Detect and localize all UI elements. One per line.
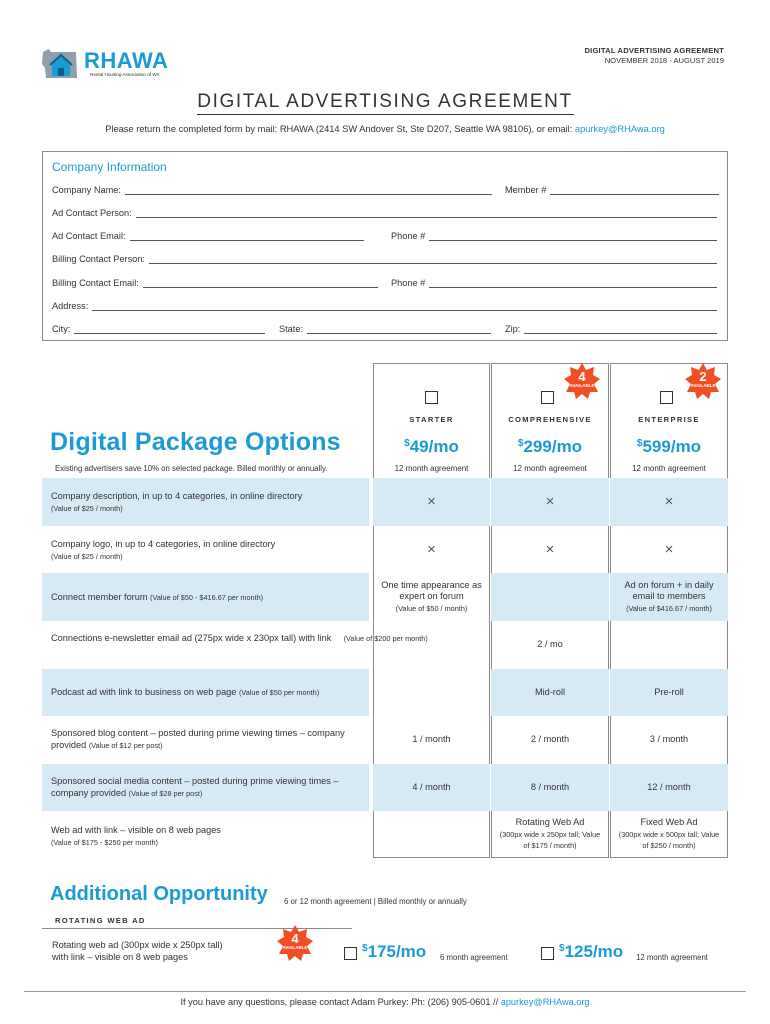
currency-symbol: $ (404, 438, 410, 449)
ad-contact-phone-field[interactable] (391, 231, 717, 241)
city-label: City: (52, 324, 71, 334)
billing-contact-person-label: Billing Contact Person: (52, 254, 145, 264)
term-comprehensive: 12 month agreement (513, 464, 587, 473)
package-options-subheading: Existing advertisers save 10% on selected package. Billed monthly or annually. (55, 464, 328, 473)
feature-label (51, 591, 263, 604)
instructions-email-link[interactable]: apurkey@RHAwa.org (574, 124, 665, 134)
zip-input[interactable] (524, 325, 717, 334)
page-title: DIGITAL ADVERTISING AGREEMENT (197, 91, 573, 112)
billing-contact-email-label: Billing Contact Email: (52, 278, 139, 288)
tier-name-starter: STARTER (409, 415, 454, 424)
billing-contact-email-input[interactable] (143, 279, 378, 288)
ad-contact-email-input[interactable] (130, 232, 364, 241)
x-mark-icon: × (664, 540, 674, 558)
enterprise-cell (610, 526, 728, 573)
document-label (584, 46, 724, 66)
feature-value: (Value of $50 - $416.67 per month) (150, 593, 264, 602)
address-input[interactable] (92, 302, 717, 311)
footer-email-link[interactable]: apurkey@RHAwa.org (500, 997, 590, 1007)
phone-label: Phone # (391, 231, 426, 241)
feature-text: Company logo, in up to 4 categories, in online directory (51, 539, 276, 549)
instructions-text: Please return the completed form by mail: RHAWA (2414 SW Andover St, Ste D207, Seattle WA 98106), or email: (105, 124, 575, 134)
desc-line-1: Rotating web ad (300px wide x 250px tall) (52, 940, 223, 950)
company-name-field[interactable] (52, 185, 492, 195)
starter-cell (373, 716, 490, 764)
rhawa-logo (40, 44, 180, 84)
x-mark-icon: × (427, 540, 436, 558)
starter-checkbox[interactable] (425, 391, 438, 404)
table-row (42, 478, 728, 526)
state-input[interactable] (307, 325, 491, 334)
additional-opportunity-heading: Additional Opportunity (50, 883, 268, 905)
feature-value: (Value of $25 / month) (51, 504, 123, 513)
comprehensive-cell (491, 669, 609, 716)
enterprise-cell (610, 716, 728, 764)
cell-text: 3 / month (649, 734, 689, 745)
table-row (42, 716, 728, 764)
term-enterprise: 12 month agreement (632, 464, 706, 473)
twelve-month-option-term: 12 month agreement (636, 953, 708, 962)
x-mark-icon: × (664, 493, 674, 511)
badge-count: 2 (699, 369, 707, 384)
badge-count: 4 (291, 931, 299, 946)
badge-label: AVAILABLE (282, 945, 308, 950)
x-mark-icon: × (427, 493, 436, 511)
cell-shade (491, 573, 609, 621)
table-row (42, 811, 728, 858)
price-comprehensive (491, 437, 609, 457)
badge-label: AVAILABLE (569, 383, 595, 388)
cell-text: Rotating Web Ad (515, 817, 585, 828)
feature-label (51, 686, 319, 699)
price-amount: 49 (409, 437, 429, 456)
footer-divider (24, 991, 746, 992)
ad-contact-person-input[interactable] (136, 209, 717, 218)
billing-contact-email-field[interactable] (52, 278, 378, 288)
currency-symbol: $ (636, 438, 643, 449)
address-label: Address: (52, 301, 89, 311)
tier-name-enterprise: ENTERPRISE (638, 415, 700, 424)
table-row (42, 669, 728, 716)
doc-label: DIGITAL ADVERTISING AGREEMENT (584, 46, 724, 55)
comprehensive-cell (491, 764, 609, 811)
cell-value: (300px wide x 500px tall; Value of $250 / month) (618, 829, 720, 851)
feature-value: (Value of $50 per month) (238, 688, 320, 697)
state-label: State: (279, 324, 304, 334)
price-starter (373, 437, 490, 457)
member-number-field[interactable] (505, 185, 719, 195)
price-amount: 175 (367, 942, 396, 961)
state-field[interactable] (279, 324, 491, 334)
cell-text: 2 / month (530, 734, 570, 745)
company-name-input[interactable] (125, 186, 492, 195)
zip-label: Zip: (505, 324, 521, 334)
enterprise-cell (610, 811, 728, 858)
company-information-section (42, 151, 728, 341)
enterprise-checkbox[interactable] (660, 391, 673, 404)
company-name-label: Company Name: (52, 185, 121, 195)
price-period: /mo (428, 437, 459, 456)
currency-symbol: $ (517, 438, 524, 449)
enterprise-availability-badge (684, 362, 722, 400)
cell-value: (300px wide x 250px tall; Value of $175 / month) (499, 829, 601, 851)
cell-text: 12 / month (647, 781, 691, 792)
billing-contact-phone-input[interactable] (429, 279, 717, 288)
comprehensive-checkbox[interactable] (541, 391, 554, 404)
comprehensive-cell (491, 621, 609, 669)
price-period: /mo (592, 942, 624, 961)
zip-field[interactable] (505, 324, 717, 334)
feature-value: (Value of $175 - $250 per month) (51, 838, 158, 847)
additional-opportunity-note: 6 or 12 month agreement | Billed monthly or annually (284, 897, 467, 906)
cell-text: 1 / month (412, 734, 451, 745)
feature-value: (Value of $200 per month) (343, 634, 428, 643)
rotating-web-ad-heading: ROTATING WEB AD (55, 916, 146, 925)
twelve-month-option-price (559, 942, 623, 962)
six-month-option-price (362, 942, 426, 962)
feature-value: (Value of $12 per post) (88, 741, 163, 750)
x-mark-icon: × (545, 493, 555, 511)
comprehensive-cell (491, 478, 609, 526)
cell-text: One time appearance as expert on forum (381, 579, 482, 602)
six-month-option-term: 6 month agreement (440, 953, 508, 962)
cell-value: (Value of $416.67 / month) (626, 603, 712, 613)
rotating-web-ad-description (52, 939, 223, 963)
feature-value: (Value of $25 / month) (51, 552, 123, 561)
cell-text: Pre-roll (654, 686, 684, 697)
cell-text: Mid-roll (534, 686, 566, 697)
price-enterprise (610, 437, 728, 457)
feature-text: Podcast ad with link to business on web page (51, 687, 237, 697)
feature-text: Company description, in up to 4 categories, in online directory (51, 491, 303, 501)
additional-availability-badge (276, 924, 314, 962)
starter-cell (373, 526, 490, 573)
cell-text: 4 / month (412, 781, 451, 792)
feature-value: (Value of $28 per post) (128, 789, 203, 798)
logo-subtitle: Rental Housing Association of WA (90, 72, 160, 77)
table-row (42, 526, 728, 573)
comprehensive-cell (491, 716, 609, 764)
billing-contact-person-field[interactable] (52, 254, 717, 264)
section-title: Company Information (52, 160, 167, 174)
enterprise-cell (610, 669, 728, 716)
cell-text: 2 / mo (537, 639, 563, 650)
feature-label (51, 775, 351, 800)
address-field[interactable] (52, 301, 717, 311)
ad-contact-phone-input[interactable] (429, 232, 717, 241)
price-period: /mo (551, 437, 583, 456)
billing-contact-phone-field[interactable] (391, 278, 717, 288)
date-range: NOVEMBER 2018 - AUGUST 2019 (604, 56, 724, 65)
price-period: /mo (395, 942, 427, 961)
ad-contact-person-field[interactable] (52, 208, 717, 218)
starter-cell (373, 573, 490, 621)
cell-text: Ad on forum + in daily email to members (624, 579, 714, 602)
starter-cell (373, 764, 490, 811)
feature-label (51, 727, 351, 752)
tier-name-comprehensive: COMPREHENSIVE (508, 415, 592, 424)
phone-label: Phone # (391, 278, 426, 288)
feature-text: Sponsored social media content – posted during prime viewing times – company provided (51, 776, 339, 798)
feature-label (51, 632, 428, 645)
feature-text: Web ad with link – visible on 8 web pages (51, 825, 221, 835)
table-row (42, 573, 728, 621)
comprehensive-availability-badge (563, 362, 601, 400)
title-underline (197, 114, 574, 115)
table-row (42, 621, 728, 669)
twelve-month-option-checkbox[interactable] (541, 947, 554, 960)
starter-cell (373, 478, 490, 526)
cell-text: 8 / month (530, 781, 570, 792)
six-month-option-checkbox[interactable] (344, 947, 357, 960)
currency-symbol: $ (559, 943, 565, 954)
city-field[interactable] (52, 324, 265, 334)
feature-label (51, 538, 275, 563)
badge-label: AVAILABLE (690, 383, 716, 388)
logo-wordmark: RHAWA (84, 48, 169, 73)
comprehensive-cell (491, 526, 609, 573)
package-options-heading: Digital Package Options (50, 428, 341, 456)
footer-text: If you have any questions, please contact Adam Purkey: Ph: (206) 905-0601 // (180, 997, 501, 1007)
currency-symbol: $ (362, 943, 368, 954)
x-mark-icon: × (545, 540, 555, 558)
footer-contact (0, 997, 770, 1007)
price-period: /mo (670, 437, 702, 456)
enterprise-cell (610, 573, 728, 621)
cell-value: (Value of $50 / month) (395, 603, 468, 613)
badge-count: 4 (578, 369, 586, 384)
price-amount: 599 (642, 437, 671, 456)
desc-line-2: with link – visible on 8 web pages (52, 952, 188, 962)
enterprise-cell (610, 764, 728, 811)
billing-contact-person-input[interactable] (149, 255, 717, 264)
cell-text: Fixed Web Ad (640, 817, 698, 828)
price-amount: 125 (564, 942, 593, 961)
ad-contact-email-label: Ad Contact Email: (52, 231, 126, 241)
feature-text: Sponsored blog content – posted during prime viewing times – company provided (51, 728, 345, 750)
table-row (42, 764, 728, 811)
ad-contact-person-label: Ad Contact Person: (52, 208, 132, 218)
enterprise-cell (610, 478, 728, 526)
feature-text: Connections e-newsletter email ad (275px wide x 230px tall) with link (51, 633, 332, 643)
comprehensive-cell (491, 811, 609, 858)
member-label: Member # (505, 185, 547, 195)
price-amount: 299 (523, 437, 552, 456)
feature-text: Connect member forum (51, 592, 148, 602)
term-starter: 12 month agreement (394, 464, 469, 473)
member-number-input[interactable] (550, 186, 719, 195)
feature-label (51, 824, 221, 849)
return-instructions (0, 124, 770, 134)
city-input[interactable] (74, 325, 265, 334)
ad-contact-email-field[interactable] (52, 231, 364, 241)
feature-label (51, 490, 302, 515)
washington-state-house-icon (40, 46, 80, 82)
